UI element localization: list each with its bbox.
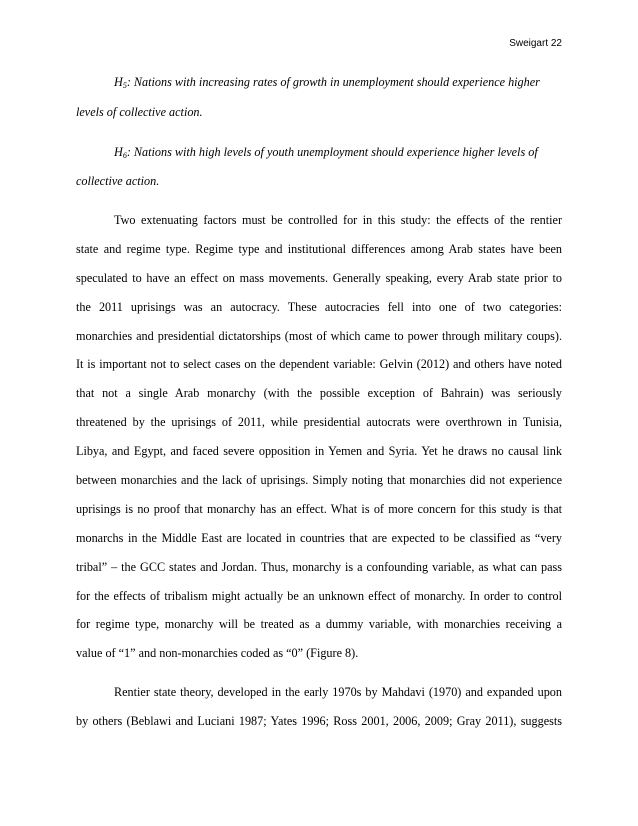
running-head: Sweigart 22 (509, 38, 562, 49)
paragraph-1-line: for regime type, monarchy will be treated as a dummy variable, with monarchies receiving a (76, 617, 562, 631)
paragraph-1-line: monarchs in the Middle East are located in countries that are expected to be classified as “very (76, 531, 562, 545)
hypothesis-5-text: : Nations with increasing rates of growth in unemployment should experience higher (126, 75, 540, 89)
hypothesis-6-text: : Nations with high levels of youth unemployment should experience higher levels of (126, 145, 538, 159)
hypothesis-6-line-1 (114, 145, 562, 163)
paragraph-1-line: state and regime type. Regime type and institutional differences among Arab states have been (76, 242, 562, 256)
hypothesis-5-line-2: levels of collective action. (76, 105, 203, 119)
hypothesis-5-subscript: 5 (122, 81, 127, 90)
hypothesis-5-label: H (114, 75, 123, 89)
paragraph-2-line: by others (Beblawi and Luciani 1987; Yates 1996; Ross 2001, 2006, 2009; Gray 2011), suggests (76, 714, 562, 728)
paragraph-1-line: Two extenuating factors must be controlled for in this study: the effects of the rentier (114, 213, 562, 227)
hypothesis-5-line-1 (114, 75, 562, 93)
paragraph-1-line: threatened by the uprisings of 2011, while presidential autocrats were overthrown in Tunisia, (76, 415, 562, 429)
paragraph-1-line: tribal” – the GCC states and Jordan. Thus, monarchy is a confounding variable, as what can pass (76, 560, 562, 574)
paragraph-1-line: speculated to have an effect on mass movements. Generally speaking, every Arab state prior to (76, 271, 562, 285)
paragraph-1-line: It is important not to select cases on the dependent variable: Gelvin (2012) and others have noted (76, 357, 562, 371)
paragraph-1-line: the 2011 uprisings was an autocracy. These autocracies fell into one of two categories: (76, 300, 562, 314)
hypothesis-6-label: H (114, 145, 123, 159)
paragraph-1-line: that not a single Arab monarchy (with the possible exception of Bahrain) was seriously (76, 386, 562, 400)
paragraph-1-line: uprisings is no proof that monarchy has an effect. What is of more concern for this study is that (76, 502, 562, 516)
paragraph-1-line: value of “1” and non-monarchies coded as “0” (Figure 8). (76, 646, 359, 660)
hypothesis-6-subscript: 6 (122, 151, 127, 160)
paragraph-1-line: monarchies and presidential dictatorships (most of which came to power through military coups). (76, 329, 562, 343)
paragraph-2-line: Rentier state theory, developed in the early 1970s by Mahdavi (1970) and expanded upon (114, 685, 562, 699)
paragraph-1-line: between monarchies and the lack of uprisings. Simply noting that monarchies did not experience (76, 473, 562, 487)
paragraph-1-line: for the effects of tribalism might actually be an unknown effect of monarchy. In order to control (76, 589, 562, 603)
hypothesis-6-line-2: collective action. (76, 174, 160, 188)
paragraph-1-line: Libya, and Egypt, and faced severe opposition in Yemen and Syria. Yet he draws no causal link (76, 444, 562, 458)
